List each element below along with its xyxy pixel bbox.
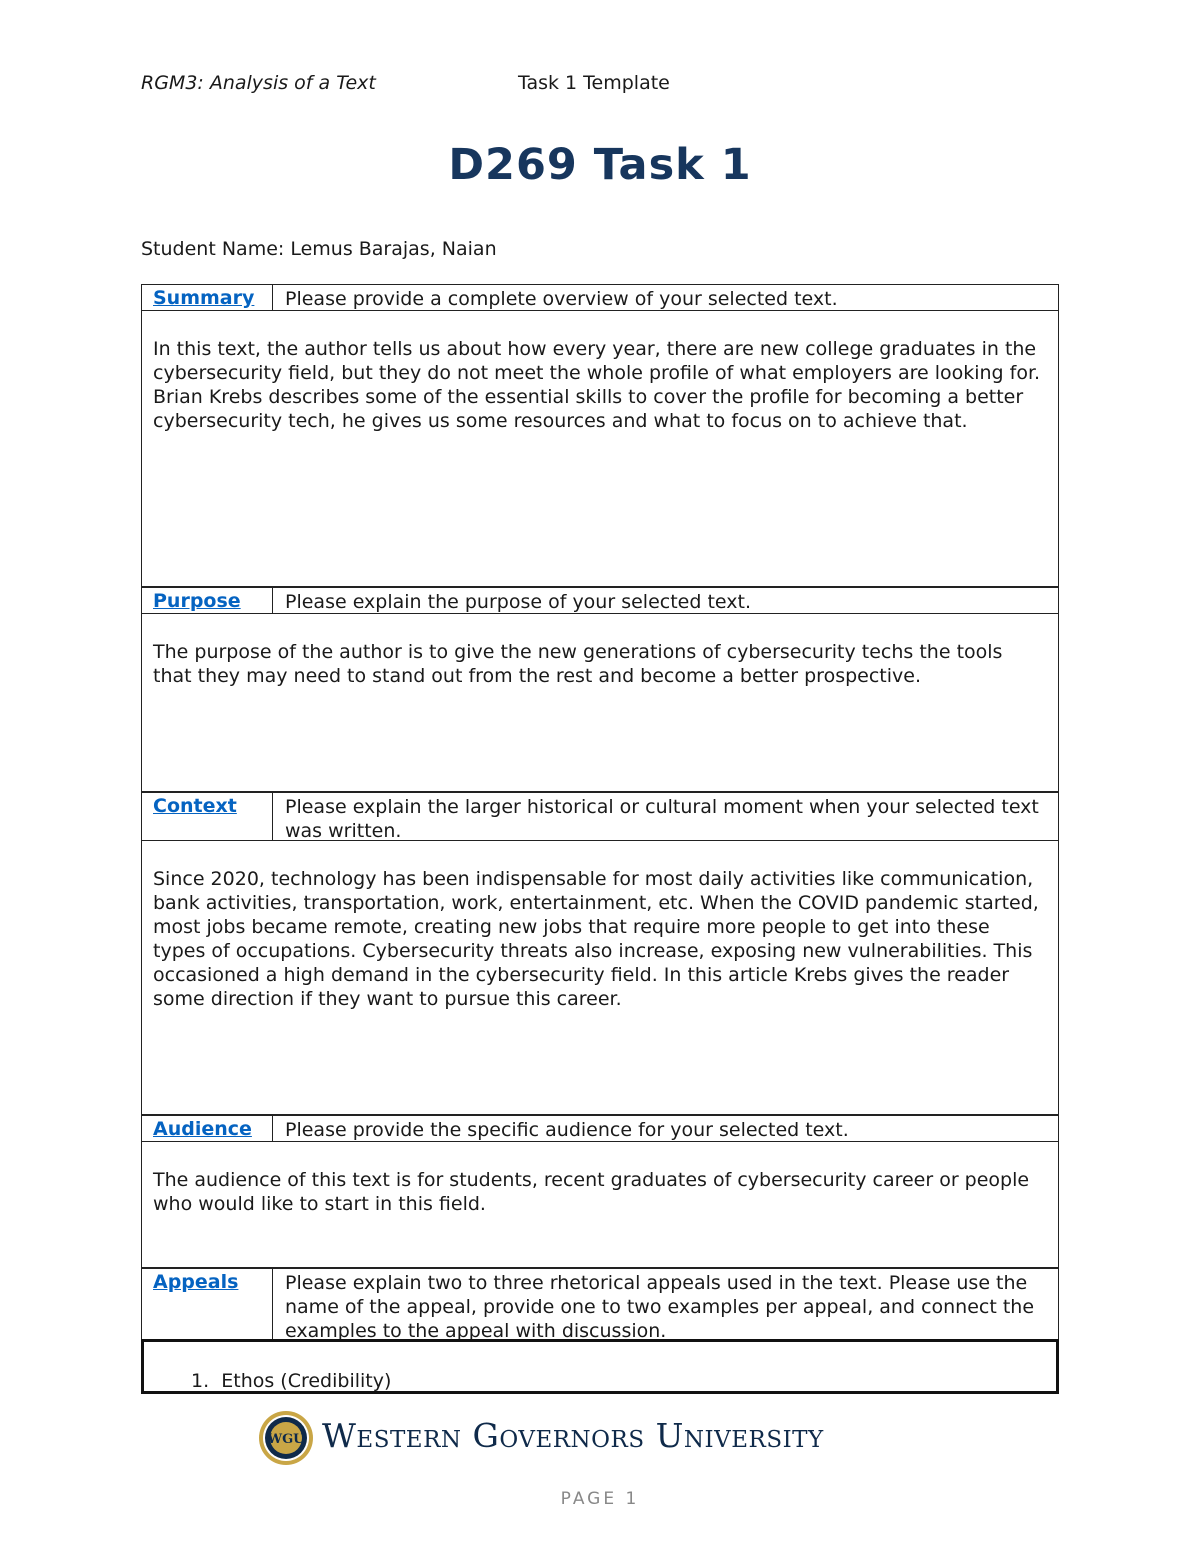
header-course: RGM3: Analysis of a Text	[141, 72, 376, 94]
context-body-cell[interactable]	[141, 841, 1059, 1115]
purpose-body-cell[interactable]	[141, 614, 1059, 792]
header-template: Task 1 Template	[518, 72, 670, 94]
appeal-item-number: 1.	[191, 1370, 210, 1392]
audience-body-cell[interactable]	[141, 1142, 1059, 1268]
summary-header-row	[141, 284, 1059, 311]
appeals-label-link[interactable]: Appeals	[142, 1269, 273, 1339]
wgu-seal-icon	[258, 1410, 314, 1466]
student-name: Student Name: Lemus Barajas, Naian	[141, 238, 497, 260]
appeals-body-cell[interactable]	[141, 1339, 1059, 1394]
appeals-header-row	[141, 1268, 1059, 1340]
context-label-link[interactable]: Context	[142, 793, 273, 840]
audience-header-row	[141, 1115, 1059, 1142]
audience-prompt: Please provide the specific audience for your selected text.	[285, 1119, 849, 1141]
purpose-prompt: Please explain the purpose of your selected text.	[285, 591, 751, 613]
audience-body-text: The audience of this text is for students, recent graduates of cybersecurity career or people who would like to start in this field.	[153, 1169, 1030, 1215]
purpose-label-link[interactable]: Purpose	[142, 588, 273, 613]
appeals-prompt: Please explain two to three rhetorical appeals used in the text. Please use the name of the appeal, provide one to two examples per appeal, and connect the examples to the appeal with discussion.	[285, 1272, 1035, 1342]
page-number: PAGE 1	[560, 1489, 640, 1509]
summary-label-link[interactable]: Summary	[142, 285, 273, 310]
context-header-row	[141, 792, 1059, 841]
wgu-logo	[258, 1410, 918, 1470]
context-prompt: Please explain the larger historical or cultural moment when your selected text was written.	[285, 796, 1039, 842]
wgu-logo-text: Western Governors University	[322, 1416, 824, 1455]
summary-body-text: In this text, the author tells us about how every year, there are new college graduates in the cybersecurity field, but they do not meet the whole profile of what employers are looking for. Brian Krebs describes some of the essential skills to cover the profile for becoming a better cybersecurity tech, he gives us some resources and what to focus on to achieve that.	[153, 338, 1041, 432]
purpose-header-row	[141, 587, 1059, 614]
audience-label-link[interactable]: Audience	[142, 1116, 273, 1141]
seal-lettering: WGU	[267, 1432, 305, 1447]
appeal-item-text: Ethos (Credibility)	[221, 1370, 392, 1392]
summary-body-cell[interactable]	[141, 311, 1059, 587]
appeal-list-item	[191, 1370, 391, 1392]
page-title: D269 Task 1	[448, 140, 752, 190]
context-body-text: Since 2020, technology has been indispensable for most daily activities like communication, bank activities, transportation, work, entertainment, etc. When the COVID pandemic started, most jobs became remote, creating new jobs that require more people to get into these types of occupations. Cybersecurity threats also increase, exposing new vulnerabilities. This occasioned a high demand in the cybersecurity field. In this article Krebs gives the reader some direction if they want to pursue this career.	[153, 868, 1039, 1010]
summary-prompt: Please provide a complete overview of your selected text.	[285, 288, 838, 310]
purpose-body-text: The purpose of the author is to give the new generations of cybersecurity techs the tools that they may need to stand out from the rest and become a better prospective.	[153, 641, 1003, 687]
